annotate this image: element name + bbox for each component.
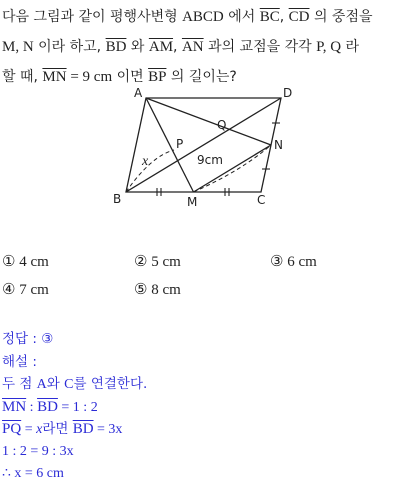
equation-value: = 3x [93, 422, 123, 437]
choice-row-2 [2, 280, 398, 308]
segment-bp: $\overline{BP}$ [148, 69, 167, 85]
question-text-span: 이라 하고, [33, 39, 106, 55]
vertex-label-a: A [134, 86, 143, 100]
segment-bd: $\overline{BD}$ [105, 39, 127, 55]
choice-number: ⑤ [134, 282, 148, 298]
choice-row-1 [2, 252, 398, 280]
step-text: 를 연결한다. [73, 376, 148, 392]
equals-sign: = [21, 422, 37, 437]
answer-label: 정답 : ③ [2, 331, 54, 347]
label-x: x [142, 154, 149, 169]
point-label-n: N [274, 138, 283, 152]
question-text-span: , [279, 9, 289, 25]
segment-bd: $\overline{BD}$ [37, 398, 58, 415]
points-mn: M, N [2, 39, 34, 55]
segment-cd: $\overline{CD}$ [288, 9, 310, 25]
choice-number: ③ [270, 254, 284, 270]
explanation-step-5: ∴ x = 6 cm [2, 466, 64, 481]
question-text-span: 의 중점을 [309, 9, 373, 25]
question-text-span: 의 길이는? [166, 69, 237, 85]
answer-choices [2, 252, 398, 308]
segment-an-line [146, 98, 271, 145]
choice-text: 7 cm [19, 282, 49, 298]
question-text-span: 이면 [112, 69, 149, 85]
segment-am-line [146, 98, 194, 192]
choice-5[interactable] [134, 280, 181, 299]
choice-4[interactable] [2, 280, 49, 299]
choice-2[interactable] [134, 252, 181, 271]
vertex-label-c: C [257, 193, 266, 207]
question-text-span: 와 [126, 39, 149, 55]
explanation-label: 해설 : [2, 353, 37, 370]
segment-bd: $\overline{BD}$ [72, 421, 94, 437]
choice-1[interactable] [2, 252, 49, 271]
step-text: 와 [46, 376, 65, 392]
parallelogram-name: ABCD [182, 9, 224, 25]
explanation-step-4: 1 : 2 = 9 : 3x [2, 443, 74, 459]
segment-mn: $\overline{MN}$ [42, 69, 67, 85]
segment-am: $\overline{AM}$ [148, 39, 174, 55]
choice-3[interactable] [270, 252, 317, 271]
segment-an: $\overline{AN}$ [181, 39, 204, 55]
point-label-p: P [176, 137, 184, 151]
question-text [2, 2, 398, 92]
question-text-span: 에서 [223, 9, 260, 25]
points-pq: P, Q [316, 39, 342, 55]
choice-number: ② [134, 254, 148, 270]
segment-mn: $\overline{MN}$ [2, 398, 27, 415]
step-text: 두 점 [2, 376, 37, 392]
vertex-label-d: D [283, 86, 293, 100]
point-label-m: M [187, 195, 198, 208]
question-line-1 [2, 2, 398, 32]
question-text-span: 할 때, [2, 69, 43, 85]
segment-pq: $\overline{PQ}$ [2, 421, 22, 437]
question-text-span: 과의 교점을 각각 [203, 39, 317, 55]
question-text-span: , [173, 39, 182, 55]
point-label-q: Q [217, 118, 227, 132]
step-text: 라면 [42, 421, 73, 437]
ratio-value: = 1 : 2 [57, 399, 98, 415]
segment-bc: $\overline{BC}$ [259, 9, 280, 25]
ratio-sep: : [26, 399, 38, 415]
question-line-2 [2, 32, 398, 62]
question-text-span: 라 [341, 39, 360, 55]
choice-text: 8 cm [151, 282, 181, 298]
parallelogram-figure [106, 86, 296, 208]
explanation-step-1 [2, 373, 398, 396]
choice-number: ④ [2, 282, 16, 298]
question-text-span: 다음 그림과 같이 평행사변형 [2, 9, 183, 25]
point-a: A [36, 377, 47, 392]
explanation-step-3 [2, 418, 398, 441]
choice-text: 6 cm [287, 254, 317, 270]
vertex-label-b: B [113, 192, 122, 206]
explanation-step-2 [2, 396, 398, 419]
length-value: = 9 cm [66, 69, 113, 85]
diagonal-bd [126, 98, 281, 192]
answer-explanation [2, 328, 398, 486]
label-9cm: 9cm [197, 153, 223, 167]
choice-number: ① [2, 254, 16, 270]
choice-text: 5 cm [151, 254, 181, 270]
variable-x: x [36, 422, 43, 437]
choice-text: 4 cm [19, 254, 49, 270]
point-c: C [64, 377, 74, 392]
